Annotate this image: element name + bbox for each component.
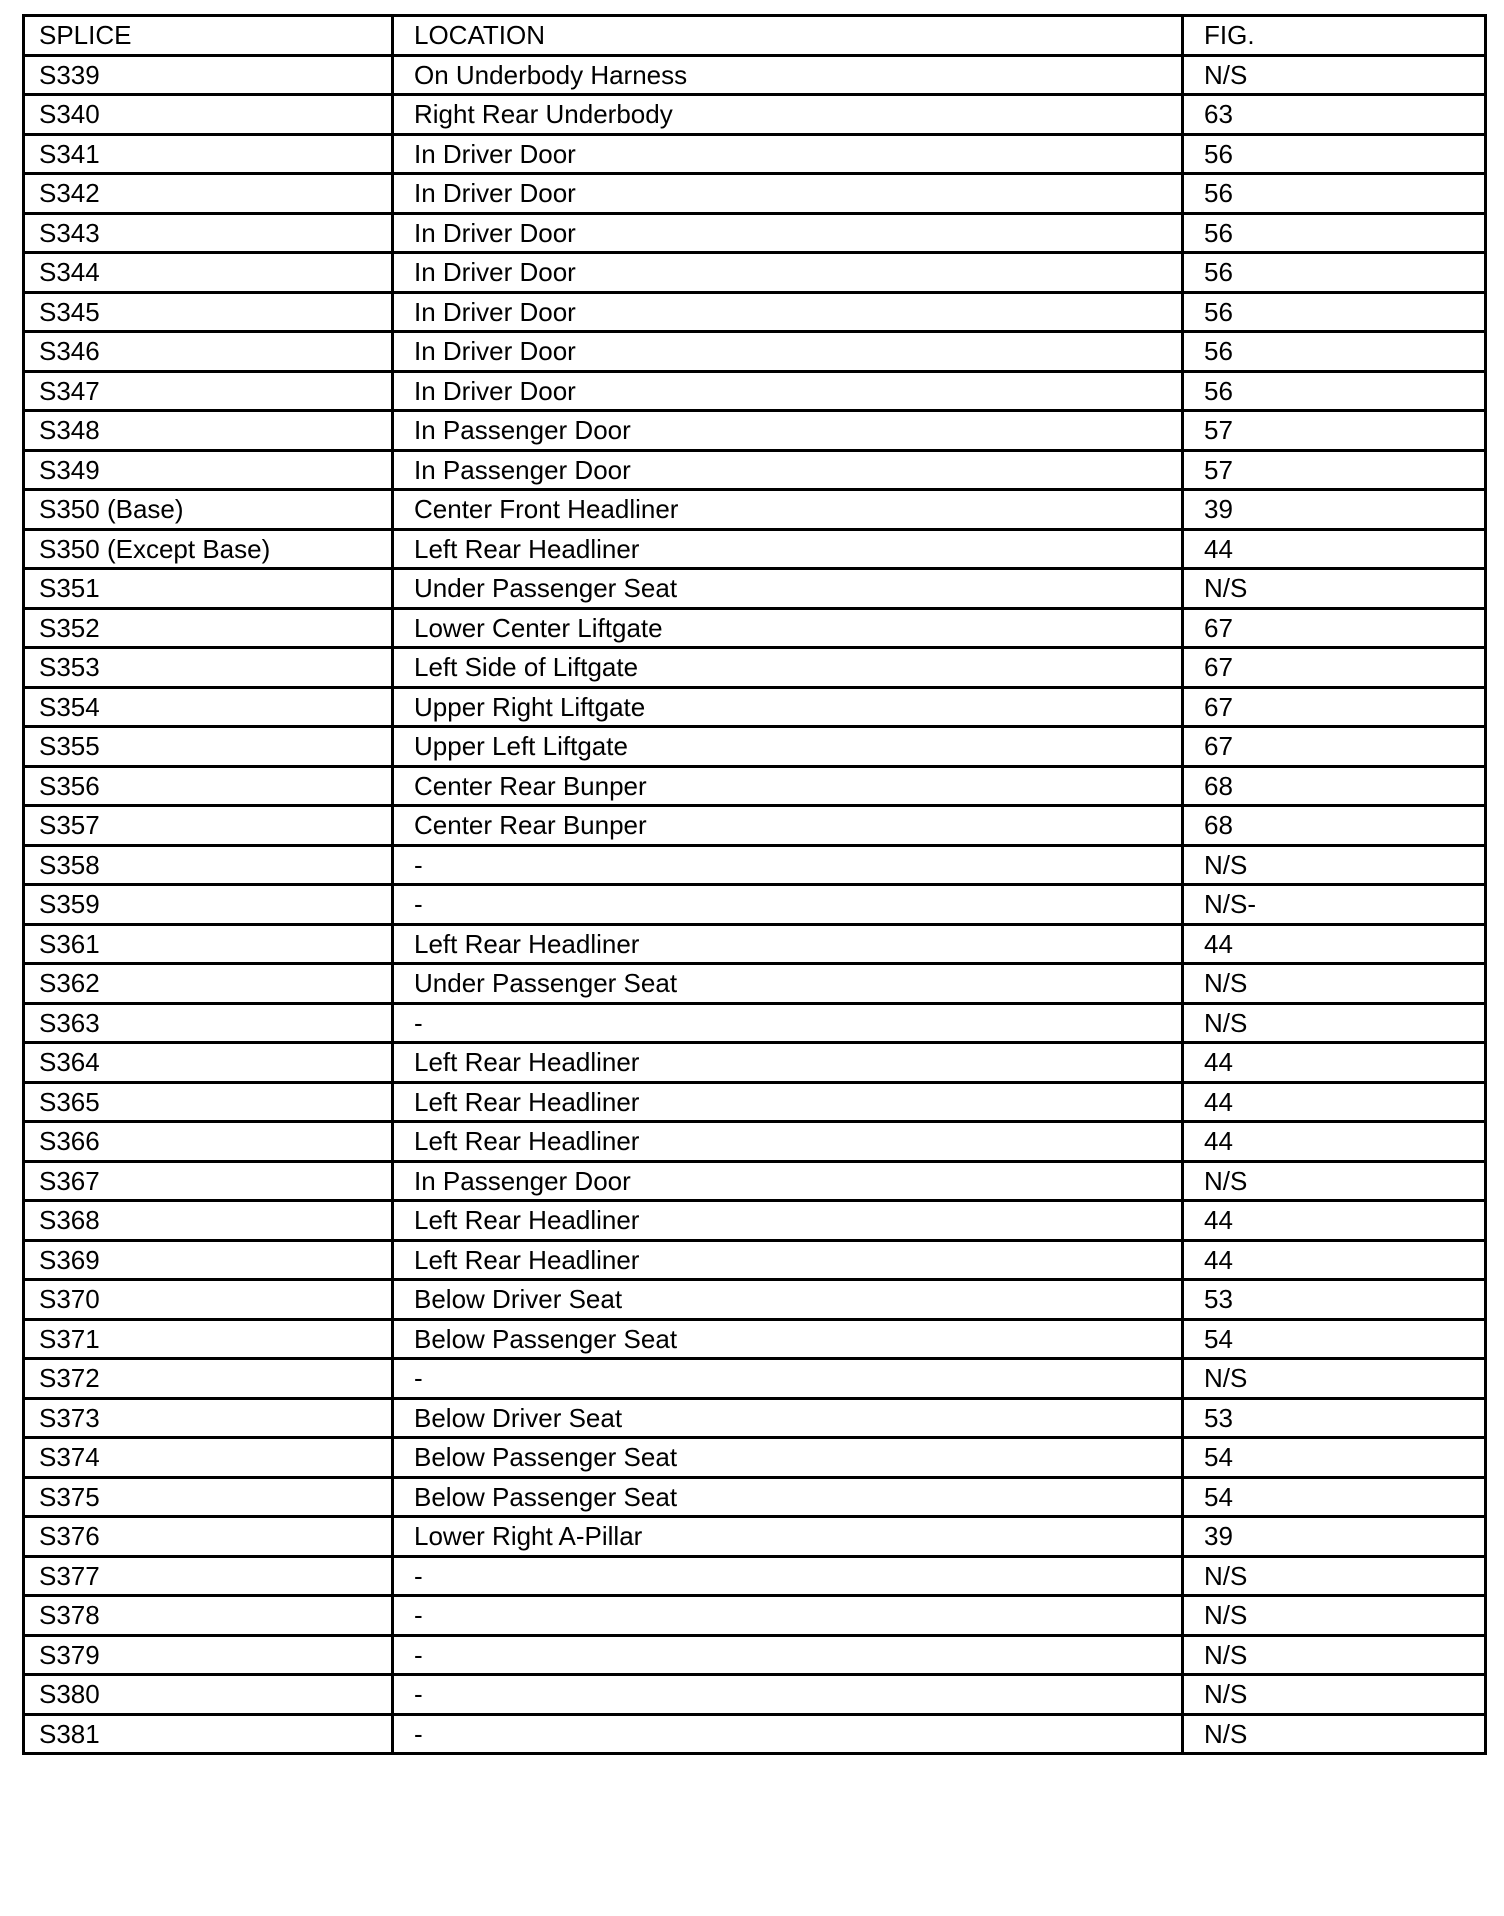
- fig-cell: 44: [1183, 1122, 1486, 1162]
- fig-cell: N/S: [1183, 1556, 1486, 1596]
- fig-cell: 39: [1183, 490, 1486, 530]
- fig-cell: N/S: [1183, 964, 1486, 1004]
- splice-cell: S353: [24, 648, 393, 688]
- fig-cell: 56: [1183, 174, 1486, 214]
- fig-cell: 63: [1183, 95, 1486, 135]
- splice-cell: S374: [24, 1438, 393, 1478]
- splice-cell: S346: [24, 332, 393, 372]
- location-cell: Left Rear Headliner: [393, 1201, 1183, 1241]
- location-cell: In Driver Door: [393, 174, 1183, 214]
- splice-cell: S359: [24, 885, 393, 925]
- location-cell: Below Passenger Seat: [393, 1319, 1183, 1359]
- table-row: [24, 1359, 1486, 1399]
- fig-cell: 56: [1183, 332, 1486, 372]
- table-row: [24, 1556, 1486, 1596]
- splice-cell: S352: [24, 608, 393, 648]
- location-cell: On Underbody Harness: [393, 55, 1183, 95]
- fig-cell: 67: [1183, 727, 1486, 767]
- location-cell: Below Driver Seat: [393, 1398, 1183, 1438]
- location-cell: -: [393, 1359, 1183, 1399]
- table-row: [24, 1714, 1486, 1754]
- fig-cell: 56: [1183, 213, 1486, 253]
- table-row: [24, 608, 1486, 648]
- table-row: [24, 490, 1486, 530]
- table-row: [24, 885, 1486, 925]
- splice-cell: S361: [24, 924, 393, 964]
- splice-cell: S351: [24, 569, 393, 609]
- location-cell: Left Rear Headliner: [393, 924, 1183, 964]
- table-row: [24, 1122, 1486, 1162]
- fig-cell: N/S: [1183, 569, 1486, 609]
- fig-cell: 56: [1183, 371, 1486, 411]
- fig-cell: N/S: [1183, 1003, 1486, 1043]
- fig-cell: 44: [1183, 1043, 1486, 1083]
- splice-cell: S371: [24, 1319, 393, 1359]
- table-row: [24, 1280, 1486, 1320]
- table-body: [24, 55, 1486, 1754]
- table-row: [24, 1161, 1486, 1201]
- fig-cell: 39: [1183, 1517, 1486, 1557]
- location-cell: Left Rear Headliner: [393, 1122, 1183, 1162]
- table-row: [24, 55, 1486, 95]
- fig-cell: 67: [1183, 608, 1486, 648]
- location-cell: In Passenger Door: [393, 1161, 1183, 1201]
- splice-cell: S354: [24, 687, 393, 727]
- fig-cell: N/S: [1183, 1635, 1486, 1675]
- table-row: [24, 924, 1486, 964]
- table-row: [24, 1438, 1486, 1478]
- splice-cell: S365: [24, 1082, 393, 1122]
- splice-cell: S357: [24, 806, 393, 846]
- splice-cell: S367: [24, 1161, 393, 1201]
- table-row: [24, 1477, 1486, 1517]
- splice-cell: S350 (Except Base): [24, 529, 393, 569]
- fig-cell: 67: [1183, 687, 1486, 727]
- location-cell: Upper Left Liftgate: [393, 727, 1183, 767]
- splice-cell: S364: [24, 1043, 393, 1083]
- location-cell: In Driver Door: [393, 134, 1183, 174]
- table-row: [24, 1319, 1486, 1359]
- location-cell: Left Rear Headliner: [393, 1240, 1183, 1280]
- location-cell: Center Rear Bunper: [393, 766, 1183, 806]
- table-row: [24, 332, 1486, 372]
- fig-cell: 54: [1183, 1438, 1486, 1478]
- fig-cell: N/S: [1183, 1161, 1486, 1201]
- table-row: [24, 253, 1486, 293]
- location-cell: In Driver Door: [393, 292, 1183, 332]
- splice-cell: S379: [24, 1635, 393, 1675]
- fig-cell: 67: [1183, 648, 1486, 688]
- location-cell: Center Front Headliner: [393, 490, 1183, 530]
- table-row: [24, 529, 1486, 569]
- table-header: [24, 16, 1486, 56]
- header-location: LOCATION: [393, 16, 1183, 56]
- splice-cell: S377: [24, 1556, 393, 1596]
- table-row: [24, 569, 1486, 609]
- table-row: [24, 1240, 1486, 1280]
- splice-cell: S381: [24, 1714, 393, 1754]
- location-cell: -: [393, 1714, 1183, 1754]
- splice-cell: S347: [24, 371, 393, 411]
- header-row: [24, 16, 1486, 56]
- splice-cell: S363: [24, 1003, 393, 1043]
- fig-cell: 44: [1183, 1240, 1486, 1280]
- fig-cell: N/S-: [1183, 885, 1486, 925]
- table-row: [24, 1043, 1486, 1083]
- splice-cell: S366: [24, 1122, 393, 1162]
- table-row: [24, 213, 1486, 253]
- location-cell: Left Rear Headliner: [393, 529, 1183, 569]
- splice-cell: S343: [24, 213, 393, 253]
- fig-cell: N/S: [1183, 1359, 1486, 1399]
- splice-cell: S356: [24, 766, 393, 806]
- splice-cell: S372: [24, 1359, 393, 1399]
- location-cell: -: [393, 1596, 1183, 1636]
- splice-cell: S348: [24, 411, 393, 451]
- table-row: [24, 292, 1486, 332]
- location-cell: In Driver Door: [393, 213, 1183, 253]
- location-cell: Below Driver Seat: [393, 1280, 1183, 1320]
- location-cell: Lower Right A-Pillar: [393, 1517, 1183, 1557]
- table-row: [24, 648, 1486, 688]
- splice-cell: S340: [24, 95, 393, 135]
- splice-cell: S368: [24, 1201, 393, 1241]
- table-row: [24, 134, 1486, 174]
- location-cell: Under Passenger Seat: [393, 569, 1183, 609]
- table-row: [24, 1596, 1486, 1636]
- splice-cell: S362: [24, 964, 393, 1004]
- location-cell: Left Rear Headliner: [393, 1082, 1183, 1122]
- location-cell: Lower Center Liftgate: [393, 608, 1183, 648]
- location-cell: In Driver Door: [393, 332, 1183, 372]
- location-cell: Upper Right Liftgate: [393, 687, 1183, 727]
- header-splice: SPLICE: [24, 16, 393, 56]
- table-row: [24, 1398, 1486, 1438]
- location-cell: Below Passenger Seat: [393, 1438, 1183, 1478]
- location-cell: Under Passenger Seat: [393, 964, 1183, 1004]
- table-row: [24, 174, 1486, 214]
- table-row: [24, 687, 1486, 727]
- splice-cell: S342: [24, 174, 393, 214]
- header-fig: FIG.: [1183, 16, 1486, 56]
- fig-cell: 53: [1183, 1280, 1486, 1320]
- location-cell: In Passenger Door: [393, 450, 1183, 490]
- splice-location-table: [22, 14, 1487, 1755]
- location-cell: -: [393, 845, 1183, 885]
- splice-cell: S369: [24, 1240, 393, 1280]
- table-row: [24, 411, 1486, 451]
- fig-cell: 68: [1183, 766, 1486, 806]
- splice-cell: S344: [24, 253, 393, 293]
- fig-cell: 44: [1183, 1082, 1486, 1122]
- fig-cell: 56: [1183, 253, 1486, 293]
- location-cell: -: [393, 1635, 1183, 1675]
- location-cell: Below Passenger Seat: [393, 1477, 1183, 1517]
- fig-cell: 57: [1183, 411, 1486, 451]
- fig-cell: 56: [1183, 292, 1486, 332]
- fig-cell: 53: [1183, 1398, 1486, 1438]
- table-row: [24, 1675, 1486, 1715]
- fig-cell: 44: [1183, 924, 1486, 964]
- location-cell: -: [393, 1556, 1183, 1596]
- table-row: [24, 1201, 1486, 1241]
- splice-cell: S339: [24, 55, 393, 95]
- table-row: [24, 727, 1486, 767]
- location-cell: -: [393, 1003, 1183, 1043]
- location-cell: In Driver Door: [393, 253, 1183, 293]
- splice-cell: S358: [24, 845, 393, 885]
- splice-cell: S350 (Base): [24, 490, 393, 530]
- fig-cell: 54: [1183, 1477, 1486, 1517]
- table-row: [24, 845, 1486, 885]
- location-cell: In Driver Door: [393, 371, 1183, 411]
- fig-cell: N/S: [1183, 845, 1486, 885]
- splice-cell: S341: [24, 134, 393, 174]
- location-cell: -: [393, 1675, 1183, 1715]
- fig-cell: N/S: [1183, 1714, 1486, 1754]
- fig-cell: 44: [1183, 529, 1486, 569]
- table-row: [24, 964, 1486, 1004]
- splice-cell: S373: [24, 1398, 393, 1438]
- fig-cell: N/S: [1183, 55, 1486, 95]
- table-row: [24, 1517, 1486, 1557]
- splice-cell: S375: [24, 1477, 393, 1517]
- fig-cell: 57: [1183, 450, 1486, 490]
- table-row: [24, 1635, 1486, 1675]
- location-cell: Center Rear Bunper: [393, 806, 1183, 846]
- splice-cell: S349: [24, 450, 393, 490]
- table-row: [24, 1003, 1486, 1043]
- table-row: [24, 95, 1486, 135]
- table-row: [24, 1082, 1486, 1122]
- table-row: [24, 371, 1486, 411]
- location-cell: Right Rear Underbody: [393, 95, 1183, 135]
- fig-cell: 68: [1183, 806, 1486, 846]
- splice-cell: S370: [24, 1280, 393, 1320]
- fig-cell: 54: [1183, 1319, 1486, 1359]
- fig-cell: 44: [1183, 1201, 1486, 1241]
- fig-cell: N/S: [1183, 1675, 1486, 1715]
- splice-cell: S376: [24, 1517, 393, 1557]
- table-row: [24, 450, 1486, 490]
- table-row: [24, 766, 1486, 806]
- fig-cell: N/S: [1183, 1596, 1486, 1636]
- location-cell: -: [393, 885, 1183, 925]
- splice-cell: S378: [24, 1596, 393, 1636]
- table-row: [24, 806, 1486, 846]
- splice-cell: S380: [24, 1675, 393, 1715]
- location-cell: Left Side of Liftgate: [393, 648, 1183, 688]
- splice-cell: S355: [24, 727, 393, 767]
- location-cell: In Passenger Door: [393, 411, 1183, 451]
- fig-cell: 56: [1183, 134, 1486, 174]
- splice-cell: S345: [24, 292, 393, 332]
- location-cell: Left Rear Headliner: [393, 1043, 1183, 1083]
